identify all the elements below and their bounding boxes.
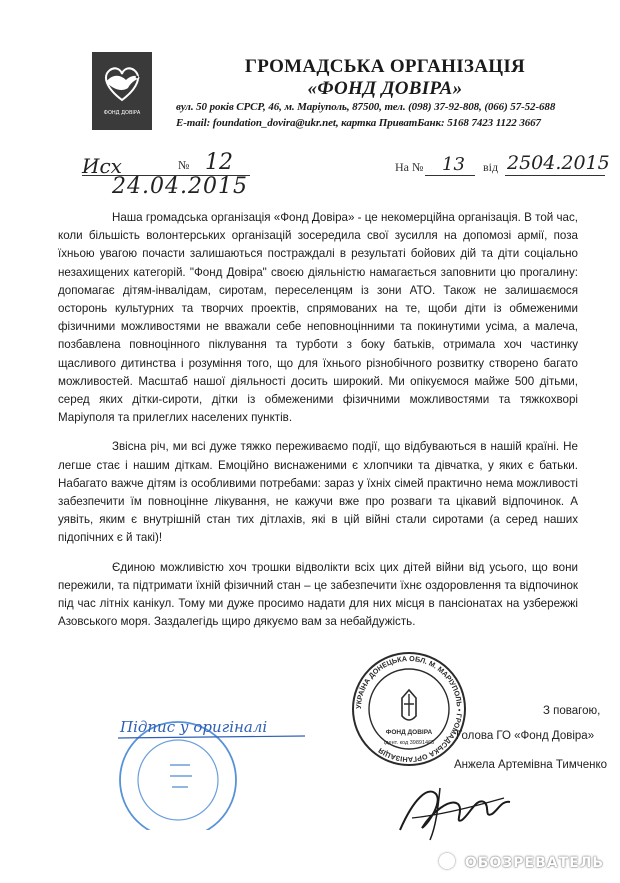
handwritten-signature	[392, 768, 522, 848]
organization-logo	[92, 52, 152, 130]
copy-note-stamp	[100, 710, 325, 830]
svg-text:ФОНД ДОВІРА: ФОНД ДОВІРА	[103, 110, 141, 116]
watermark-text: ОБОЗРЕВАТЕЛЬ	[464, 855, 604, 871]
on-number-value: 13	[442, 154, 465, 175]
org-name-line2: «ФОНД ДОВІРА»	[307, 78, 463, 99]
watermark-logo-icon	[439, 853, 455, 869]
organization-stamp	[350, 650, 468, 768]
dove-heart-icon	[92, 52, 152, 130]
paragraph-3: Єдиною можливістю хоч трошки відволікти всіх цих дітей війни від усього, що вони пережили, та підтримати їхній фізичний стан – це забезпечити їхнє оздоровлення та відпочинок під час літніх канікул. Тому ми дуже просимо надати для них місця в пансіонатах на узбережжі Азовського моря. Заздалегідь щиро дякуємо вам за небайдужість.	[58, 560, 578, 629]
on-number-label: На №	[395, 160, 424, 174]
outgoing-date: 24.04.2015	[112, 174, 248, 199]
publisher-watermark	[439, 853, 604, 871]
signatory-position: Голова ГО «Фонд Довіра»	[456, 730, 595, 742]
svg-text:Ідент. код 39891465: Ідент. код 39891465	[383, 740, 435, 746]
org-name-line1: ГРОМАДСЬКА ОРГАНІЗАЦІЯ	[244, 56, 526, 77]
signature-scribble	[392, 768, 522, 848]
signatory-name: Анжела Артемівна Тимченко	[454, 759, 608, 771]
blue-stamp-graphic	[100, 710, 325, 830]
svg-text:УКРАЇНА ДОНЕЦЬКА ОБЛ. М. МАРІУ: УКРАЇНА ДОНЕЦЬКА ОБЛ. М. МАРІУПОЛЬ • ГРОМАДСЬКА ОРГАНІЗАЦІЯ	[353, 653, 465, 765]
regards-text: З повагою,	[543, 705, 601, 717]
paragraph-1: Наша громадська організація «Фонд Довіра» - це некомерційна організація. В той час, коли більшість волонтерських організацій зосередила свої зусилля на допомозі армії, поза їхньою увагою почасти залишаються постраждалі в результаті бойових дій та діти соціально незахищених категорій. "Фонд Довіра" своєю діяльністю намагається заповнити цю прогалину: допомагає дітям-інвалідам, сиротам, переселенцям із зони АТО. Також не залишаємося осторонь культурних та творчих проектів, спрямованих на те, щоби діти із обмеженими фізичними можливостями не вважали себе неповноцінними та покинутими усіма, а малеча, позбавлена повноцінного піклування та турботи з боку батьків, отримала хоч частинку щасливого дитинства і розуміння того, що для їхнього різнобічного розвитку створено багато можливостей. Масштаб нашої діяльності досить широкий. Ми опікуємося майже 500 дітьми, серед яких дітки-сироти, дітки із обмеженими фізичними можливостями та тяжкохворі Маріуполя та прилеглих населених пунктів.	[58, 211, 578, 425]
outgoing-number: 12	[205, 150, 233, 175]
stamp-graphic	[350, 650, 468, 768]
from-date-value: 2504.2015	[507, 152, 610, 174]
svg-text:Підпис у оригіналі: Підпис у оригіналі	[120, 718, 268, 736]
from-date-label: від	[483, 160, 499, 174]
org-address: вул. 50 років СРСР, 46, м. Маріуполь, 87500, тел. (098) 37-92-808, (066) 57-52-688	[176, 101, 556, 113]
outgoing-label: Исх	[82, 154, 122, 178]
outgoing-no-label: №	[178, 158, 190, 172]
paragraph-2: Звісна річ, ми всі дуже тяжко переживаємо події, що відбуваються в нашій країні. Не легше стає і нашим діткам. Емоційно виснаженими є хлопчики та дівчатка, у яких є батьки. Набагато важче дітям із особливими потребами: зараз у їхніх сімей практично нема можливості забезпечити їм повноцінне лікування, не кажучи вже про розваги та цікавий відпочинок. А уявіть, яким є внутрішній стан тих дітлахів, які в цій війні стали сиротами (а серед наших підопічних є й такі)!	[58, 440, 578, 545]
letter-body	[58, 209, 578, 631]
from-date-underline	[505, 174, 605, 176]
org-email-card: E-mail: foundation_dovira@ukr.net, картка ПриватБанк: 5168 7423 1122 3667	[176, 117, 541, 129]
svg-text:ФОНД ДОВІРА: ФОНД ДОВІРА	[385, 729, 433, 736]
